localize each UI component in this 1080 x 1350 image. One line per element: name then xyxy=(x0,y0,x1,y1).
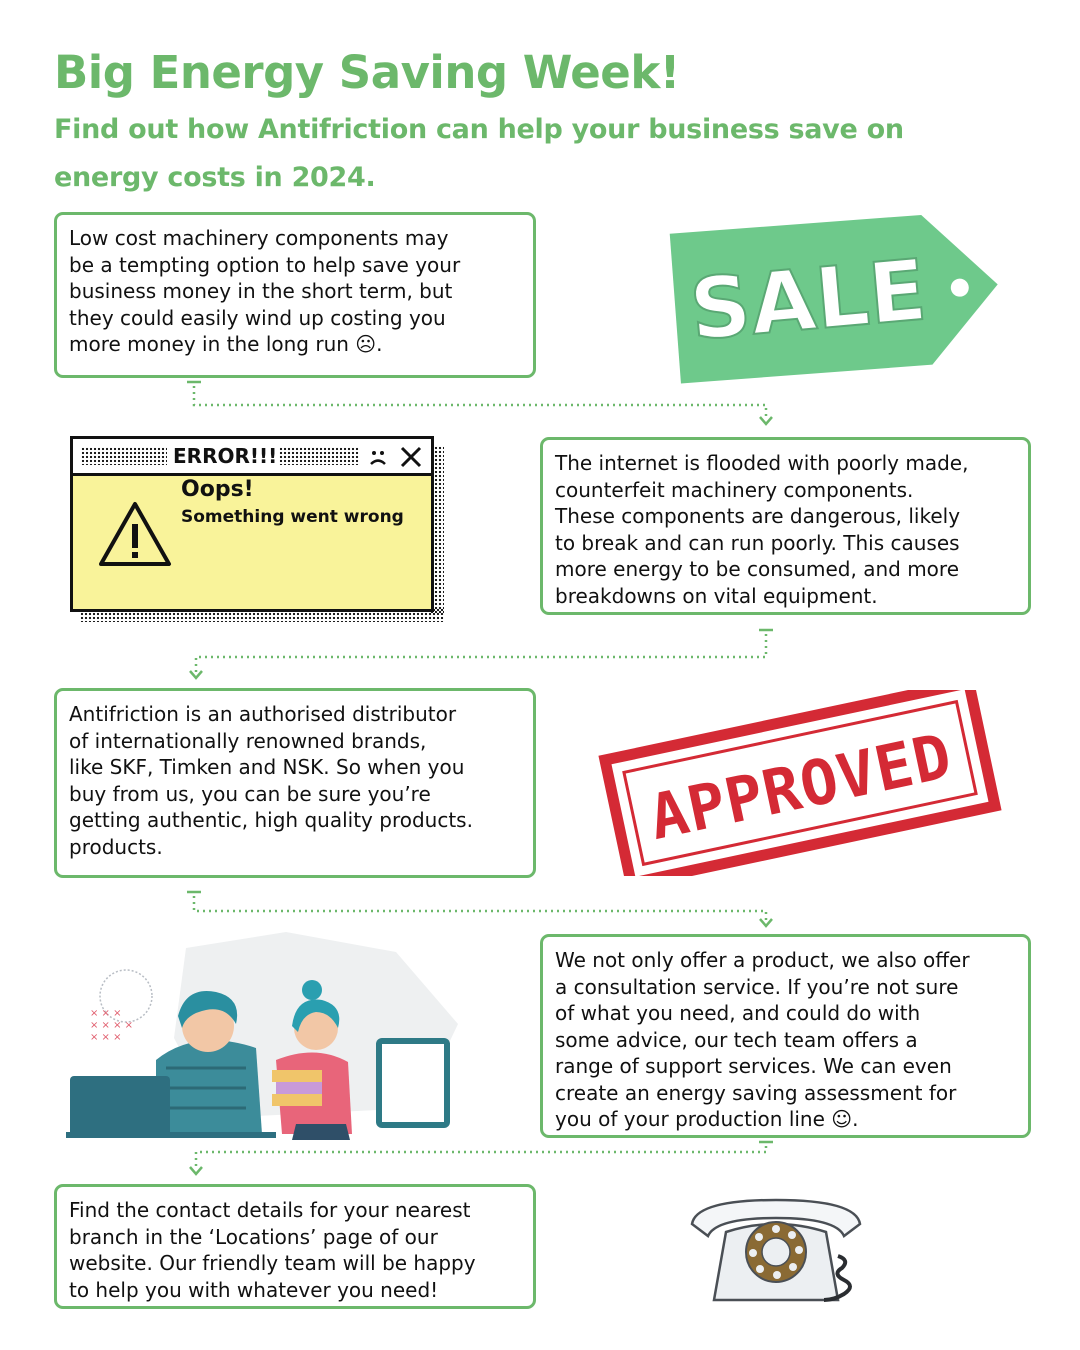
warning-icon xyxy=(97,500,173,568)
step-5-card: Find the contact details for your nearest branch in the ‘Locations’ page of our website. Our friendly team will be happy to help you with whatever you need! xyxy=(54,1184,536,1309)
svg-text:× × ×: × × × xyxy=(90,1008,122,1019)
approved-stamp-image xyxy=(596,690,1004,876)
telephone-image xyxy=(686,1192,866,1308)
support-team-illustration xyxy=(66,928,476,1144)
sale-tag-image xyxy=(668,208,1004,384)
step-4-card: We not only offer a product, we also offer a consultation service. If you’re not sure of what you need, and could do with some advice, our tech team offers a range of support services. We can even create an energy saving assessment for you of your production line ☺. xyxy=(540,934,1031,1138)
step-2-card: The internet is flooded with poorly made, counterfeit machinery components. These components are dangerous, likely to break and can run poorly. This causes more energy to be consumed, and more breakdowns on vital equipment. xyxy=(540,437,1031,615)
page-title: Big Energy Saving Week! xyxy=(54,46,680,99)
step-3-card: Antifriction is an authorised distributor of internationally renowned brands, like SKF, Timken and NSK. So when you buy from us, you can be sure you’re getting authentic, high quality products. products. xyxy=(54,688,536,878)
error-message: Something went wrong xyxy=(181,507,404,527)
stamp-text: APPROVED xyxy=(643,718,959,855)
step-1-card: Low cost machinery components may be a tempting option to help save your business money in the short term, but they could easily wind up costing you more money in the long run ☹. xyxy=(54,212,536,378)
page-subtitle: Find out how Antifriction can help your business save on energy costs in 2024. xyxy=(54,114,904,193)
close-icon xyxy=(399,445,423,469)
sale-tag-text: SALE xyxy=(686,240,931,360)
error-title: ERROR!!! xyxy=(173,444,278,468)
error-heading: Oops! xyxy=(181,477,254,502)
svg-text:× × ×: × × × xyxy=(90,1032,122,1043)
error-window-image xyxy=(62,432,450,628)
sad-face-icon xyxy=(367,447,389,467)
svg-text:× × × ×: × × × × xyxy=(90,1020,134,1031)
